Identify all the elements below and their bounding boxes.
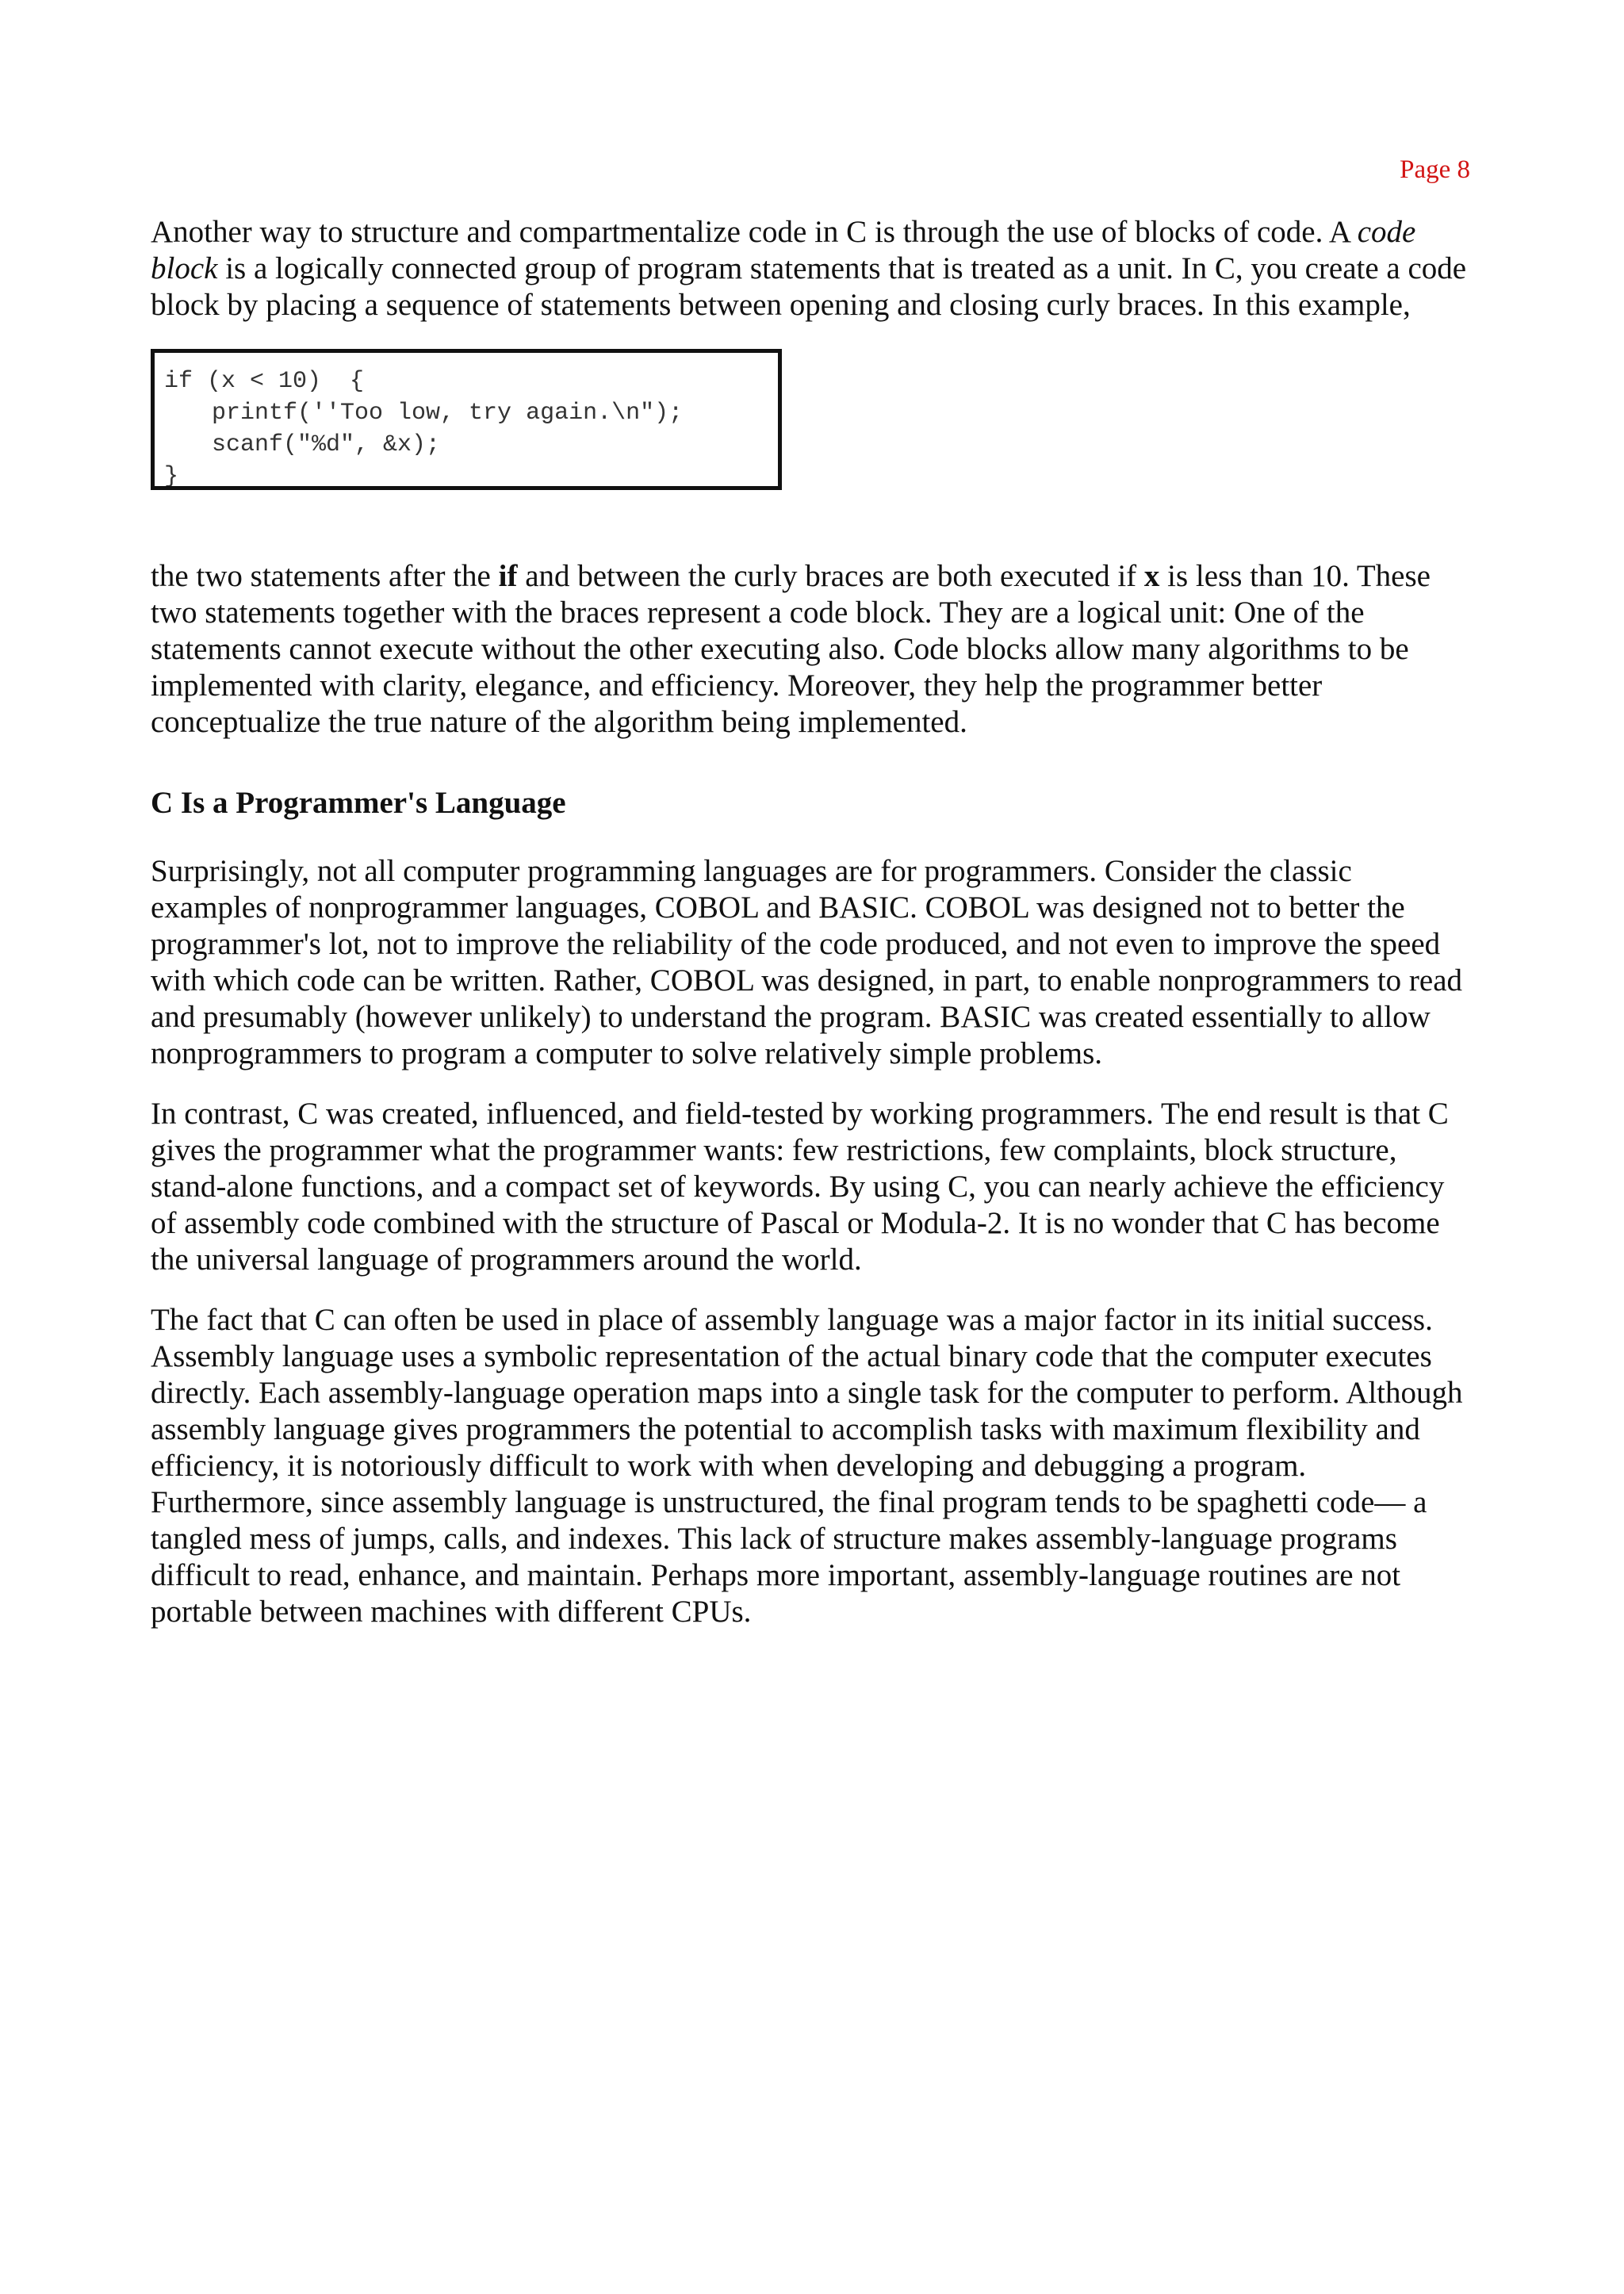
- code-line-4: }: [164, 463, 179, 490]
- section-paragraph-2: In contrast, C was created, influenced, and field-tested by working programmers. The end result is that C gives the programmer what the programmer wants: few restrictions, few complaints, block structure, stand-alone functions, and a compact set of keywords. By using C, you can nearly achieve the efficiency of assembly code combined with the structure of Pascal or Modula-2. It is no wonder that C has become the universal language of programmers around the world.: [151, 1097, 1449, 1277]
- keyword-if: if: [498, 559, 518, 593]
- page-number: Page 8: [1400, 155, 1470, 184]
- page-content: [151, 214, 1473, 1654]
- intro-term: code block: [151, 215, 1416, 285]
- code-explanation-paragraph: [151, 558, 1473, 741]
- intro-text-part2: is a logically connected group of program statements that is treated as a unit. In C, you create a code block by placing a sequence of statements between opening and closing curly braces. In this example,: [151, 251, 1467, 322]
- explanation-part1: the two statements after the: [151, 559, 499, 593]
- code-line-3: scanf("%d", &x);: [212, 431, 441, 458]
- code-line-1: if (x < 10) {: [164, 368, 365, 395]
- code-block-example: [151, 349, 782, 490]
- section-paragraph-1: Surprisingly, not all computer programming languages are for programmers. Consider the classic examples of nonprogrammer languages, COBOL and BASIC. COBOL was designed not to better the programmer's lot, not to improve the reliability of the code produced, and not even to improve the speed with which code can be written. Rather, COBOL was designed, in part, to enable nonprogrammers to read and presumably (however unlikely) to understand the program. BASIC was created essentially to allow nonprogrammers to program a computer to solve relatively simple problems.: [151, 854, 1463, 1070]
- variable-x: x: [1143, 559, 1160, 593]
- code-line-2: printf(''Too low, try again.\n");: [212, 400, 684, 427]
- intro-text-part1: Another way to structure and compartmentalize code in C is through the use of blocks of code. A: [151, 215, 1358, 249]
- intro-paragraph: [151, 214, 1473, 324]
- section-paragraph-3: The fact that C can often be used in place of assembly language was a major factor in its initial success. Assembly language uses a symbolic representation of the actual binary code that the computer executes directly. Each assembly-language operation maps into a single task for the computer to perform. Although assembly language gives programmers the potential to accomplish tasks with maximum flexibility and efficiency, it is notoriously difficult to work with when developing and debugging a program. Furthermore, since assembly language is unstructured, the final program tends to be spaghetti code— a tangled mess of jumps, calls, and indexes. This lack of structure makes assembly-language programs difficult to read, enhance, and maintain. Perhaps more important, assembly-language routines are not portable between machines with different CPUs.: [151, 1303, 1463, 1629]
- section-heading: C Is a Programmer's Language: [151, 786, 566, 820]
- explanation-part2: and between the curly braces are both executed if: [517, 559, 1144, 593]
- explanation-part3: is less than 10. These two statements together with the braces represent a code block. They are a logical unit: One of the statements cannot execute without the other executing also. Code blocks allow many algorithms to be implemented with clarity, elegance, and efficiency. Moreover, they help the programmer better conceptualize the true nature of the algorithm being implemented.: [151, 559, 1431, 739]
